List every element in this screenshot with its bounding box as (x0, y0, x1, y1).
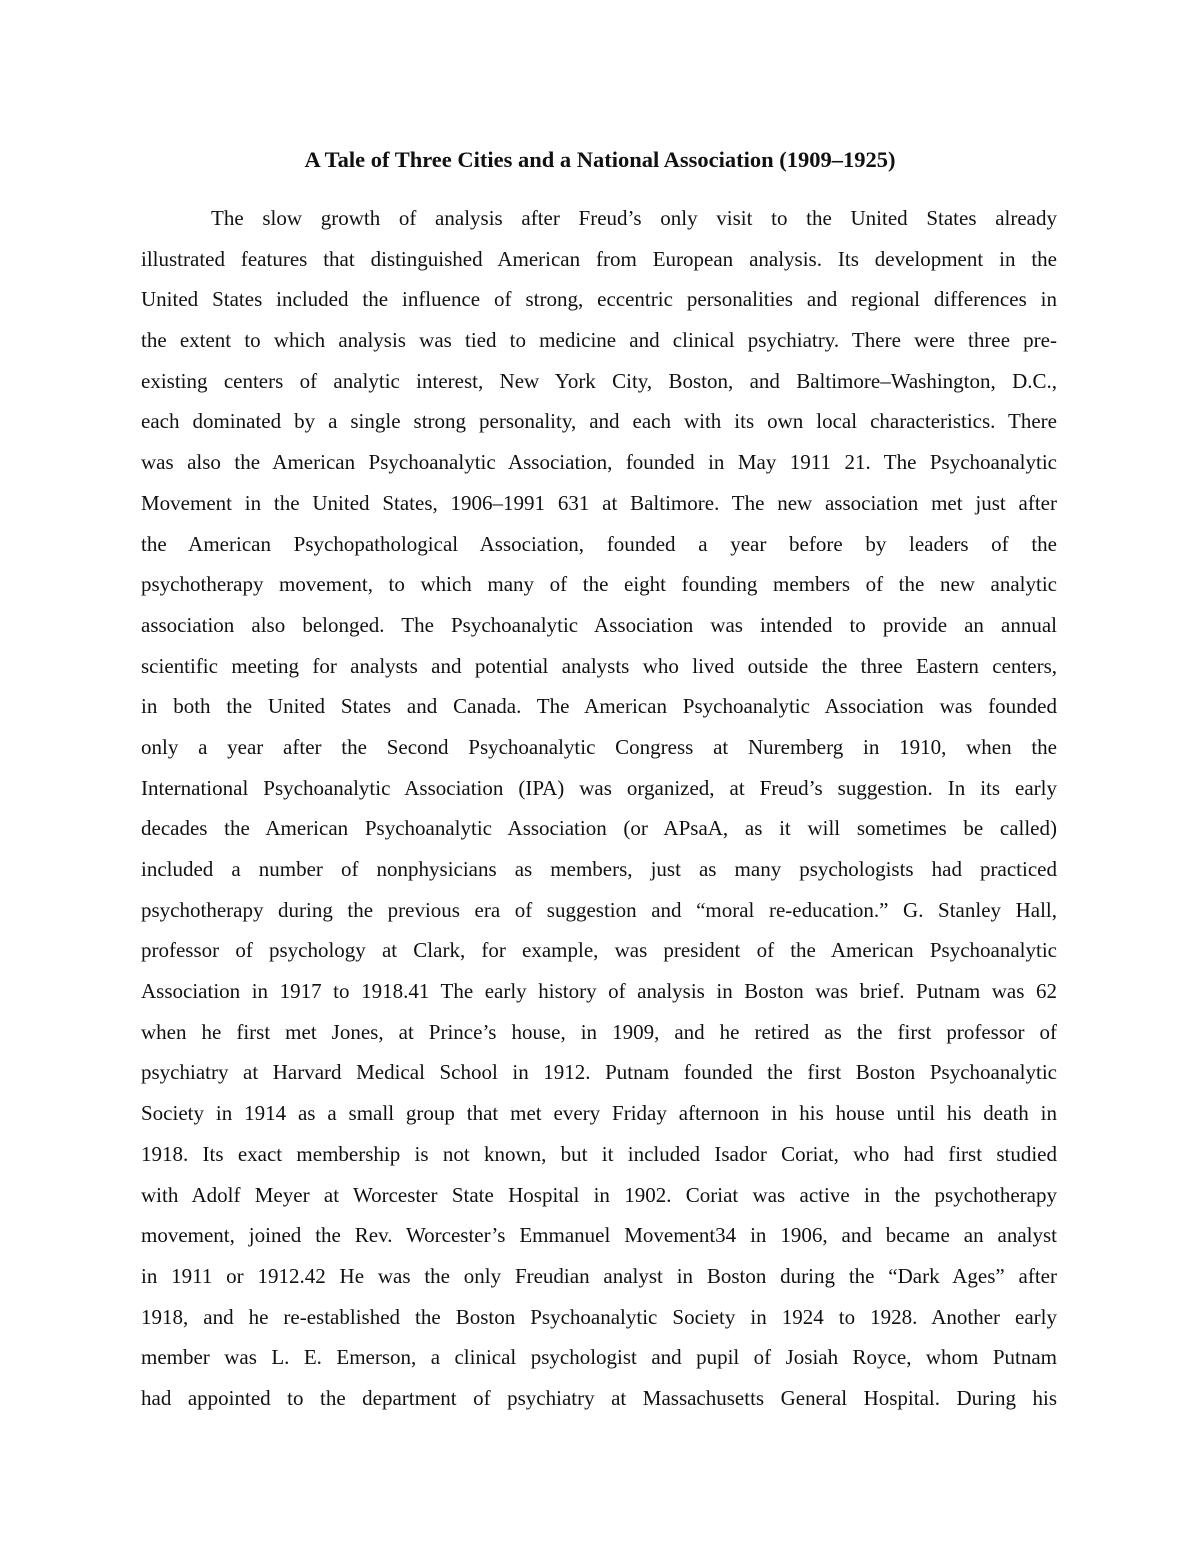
paragraph-line: 1918. Its exact membership is not known, but it included Isador Coriat, who had first studied (141, 1141, 1057, 1166)
paragraph-line: with Adolf Meyer at Worcester State Hospital in 1902. Coriat was active in the psychotherapy (141, 1182, 1057, 1207)
body-paragraph (141, 198, 1057, 1419)
paragraph-line: decades the American Psychoanalytic Association (or APsaA, as it will sometimes be called) (141, 816, 1057, 841)
paragraph-line: in 1911 or 1912.42 He was the only Freudian analyst in Boston during the “Dark Ages” after (141, 1263, 1057, 1288)
paragraph-line: in both the United States and Canada. The American Psychoanalytic Association was founded (141, 694, 1057, 719)
document-title: A Tale of Three Cities and a National Association (1909–1925) (304, 147, 896, 172)
paragraph-line: when he first met Jones, at Prince’s house, in 1909, and he retired as the first professor of (141, 1019, 1057, 1044)
paragraph-line: professor of psychology at Clark, for example, was president of the American Psychoanalytic (141, 938, 1057, 963)
paragraph-line: had appointed to the department of psychiatry at Massachusetts General Hospital. During his (141, 1385, 1057, 1410)
paragraph-line: was also the American Psychoanalytic Association, founded in May 1911 21. The Psychoanalytic (141, 450, 1057, 475)
paragraph-line: Association in 1917 to 1918.41 The early history of analysis in Boston was brief. Putnam was 62 (141, 979, 1057, 1004)
paragraph-line: The slow growth of analysis after Freud’s only visit to the United States already (211, 206, 1057, 230)
paragraph-line: movement, joined the Rev. Worcester’s Emmanuel Movement34 in 1906, and became an analyst (141, 1223, 1057, 1248)
paragraph-line: psychotherapy movement, to which many of the eight founding members of the new analytic (141, 572, 1057, 597)
paragraph-line: the American Psychopathological Association, founded a year before by leaders of the (141, 531, 1057, 556)
paragraph-line: psychiatry at Harvard Medical School in 1912. Putnam founded the first Boston Psychoanalytic (141, 1060, 1057, 1085)
paragraph-line: psychotherapy during the previous era of suggestion and “moral re-education.” G. Stanley Hall, (141, 897, 1057, 922)
paragraph-line: Society in 1914 as a small group that met every Friday afternoon in his house until his death in (141, 1101, 1057, 1126)
paragraph-line: association also belonged. The Psychoanalytic Association was intended to provide an annual (141, 612, 1057, 637)
paragraph-line: only a year after the Second Psychoanalytic Congress at Nuremberg in 1910, when the (141, 734, 1057, 759)
paragraph-line: International Psychoanalytic Association (IPA) was organized, at Freud’s suggestion. In its early (141, 775, 1057, 800)
paragraph-line: 1918, and he re-established the Boston Psychoanalytic Society in 1924 to 1928. Another early (141, 1304, 1057, 1329)
paragraph-line: each dominated by a single strong personality, and each with its own local characteristics. There (141, 409, 1057, 434)
paragraph-line: existing centers of analytic interest, New York City, Boston, and Baltimore–Washington, D.C., (141, 368, 1057, 393)
paragraph-line: Movement in the United States, 1906–1991 631 at Baltimore. The new association met just after (141, 490, 1057, 515)
paragraph-line: included a number of nonphysicians as members, just as many psychologists had practiced (141, 857, 1057, 881)
paragraph-line: the extent to which analysis was tied to medicine and clinical psychiatry. There were three pre- (141, 328, 1057, 353)
paragraph-line: member was L. E. Emerson, a clinical psychologist and pupil of Josiah Royce, whom Putnam (141, 1345, 1057, 1370)
paragraph-line: scientific meeting for analysts and potential analysts who lived outside the three Eastern centers, (141, 653, 1057, 678)
paragraph-line: illustrated features that distinguished American from European analysis. Its development in the (141, 246, 1057, 271)
paragraph-line: United States included the influence of strong, eccentric personalities and regional differences in (141, 287, 1057, 312)
